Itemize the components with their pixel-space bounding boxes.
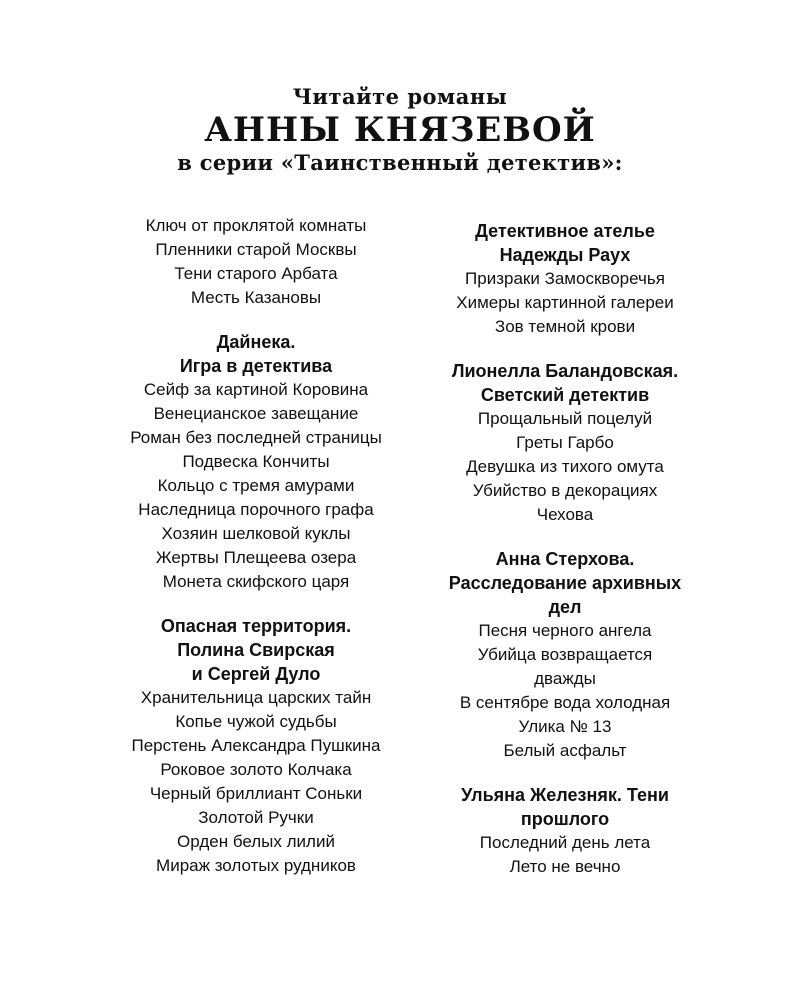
book-title: Зов темной крови [494,317,636,336]
book-title: Прощальный поцелуй [477,409,653,428]
section-title: Полина Свирская [177,640,335,660]
section-title: Опасная территория. [160,616,352,636]
book-title: Лето не вечно [509,857,621,876]
book-title: Химеры картинной галереи [456,293,674,312]
book-title: Белый асфальт [503,741,627,760]
book-title: Роман без последней страницы [130,428,382,447]
series-section-dangerous-territory [110,614,402,878]
section-title: Расследование архивных [448,573,682,593]
series-section-atelier [428,219,702,339]
book-title: дважды [534,669,596,688]
book-title: Перстень Александра Пушкина [131,736,381,755]
series-name: в серии «Таинственный детектив»: [177,150,623,175]
section-title: прошлого [520,809,610,829]
right-column [428,214,702,899]
section-title: Дайнека. [216,332,296,352]
book-title: Песня черного ангела [478,621,652,640]
section-title: Игра в детектива [179,356,333,376]
page-header [0,84,800,176]
book-title: Сейф за картиной Коровина [143,380,369,399]
book-title: Черный бриллиант Соньки [149,784,363,803]
book-title: Призраки Замоскворечья [465,269,665,288]
book-title: Тени старого Арбата [174,264,338,283]
book-title: Хозяин шелковой куклы [161,524,351,543]
book-title: Золотой Ручки [198,808,314,827]
book-title: Убийство в декорациях [472,481,658,500]
section-title: Ульяна Железняк. Тени [461,785,669,805]
section-title: Надежды Раух [499,245,631,265]
book-title: Девушка из тихого омута [466,457,664,476]
book-title: Роковое золото Колчака [160,760,352,779]
section-title: Лионелла Баландовская. [451,361,679,381]
book-title: Последний день лета [479,833,651,852]
book-title: Подвеска Кончиты [182,452,330,471]
section-title: дел [548,597,582,617]
book-title: Орден белых лилий [177,832,335,851]
series-section-lionella [428,359,702,527]
book-title: Венецианское завещание [153,404,359,423]
section-title: Детективное ателье [475,221,655,241]
header-line-read: Читайте романы [292,84,508,109]
book-title: Пленники старой Москвы [155,240,357,259]
book-title: В сентябре вода холодная [459,693,671,712]
series-section-zheleznyak [428,783,702,879]
book-title: Жертвы Плещеева озера [155,548,357,567]
book-title: Копье чужой судьбы [175,712,337,731]
book-title: Наследница порочного графа [138,500,374,519]
book-title: Ключ от проклятой комнаты [145,216,367,235]
book-title: Кольцо с тремя амурами [157,476,355,495]
book-title: Хранительница царских тайн [140,688,372,707]
section-title: и Сергей Дуло [191,664,321,684]
left-column [110,214,402,898]
book-title: Чехова [536,505,594,524]
section-title: Светский детектив [480,385,650,405]
section-title: Анна Стерхова. [495,549,635,569]
series-section-dayneka [110,330,402,594]
series-section-sterkhova [428,547,702,763]
intro-book-list [110,214,402,310]
book-title: Месть Казановы [190,288,322,307]
author-name: АННЫ КНЯЗЕВОЙ [204,110,596,150]
book-title: Улика № 13 [518,717,612,736]
book-title: Убийца возвращается [477,645,653,664]
book-title: Мираж золотых рудников [156,856,356,875]
book-title: Монета скифского царя [162,572,350,591]
book-title: Греты Гарбо [516,433,614,452]
